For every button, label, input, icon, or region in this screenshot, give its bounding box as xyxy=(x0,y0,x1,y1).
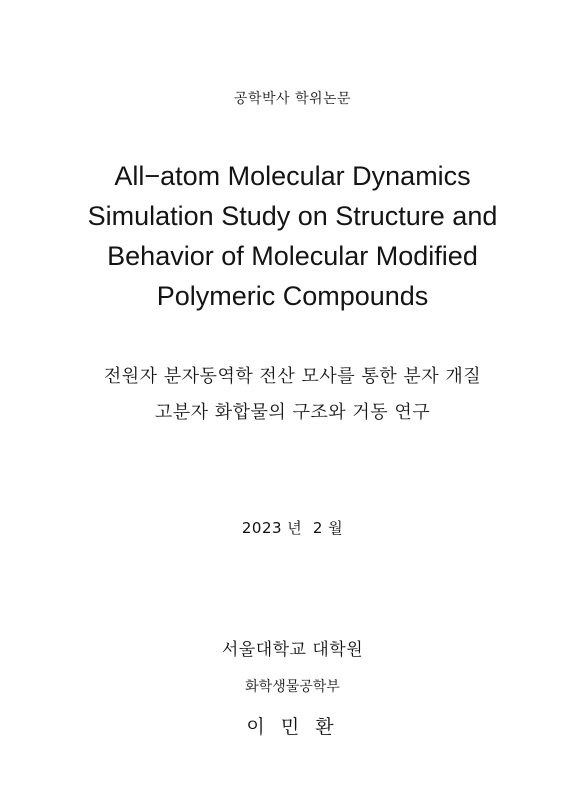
english-title-line-4: Polymeric Compounds xyxy=(156,281,429,311)
english-title-line-2: Simulation Study on Structure and xyxy=(87,201,498,231)
english-title-line-3: Behavior of Molecular Modified xyxy=(107,241,478,271)
submission-date: 2023 년 2 월 xyxy=(241,519,344,537)
author-name: 이 민 환 xyxy=(246,716,339,738)
korean-title-line-2: 고분자 화합물의 구조와 거동 연구 xyxy=(154,402,431,423)
degree-type-label: 공학박사 학위논문 xyxy=(233,91,352,107)
english-title-line-1: All−atom Molecular Dynamics xyxy=(114,161,471,191)
korean-title-line-1: 전원자 분자동역학 전산 모사를 통한 분자 개질 xyxy=(103,366,482,387)
department-name: 화학생물공학부 xyxy=(245,679,340,695)
university-name: 서울대학교 대학원 xyxy=(221,640,364,660)
